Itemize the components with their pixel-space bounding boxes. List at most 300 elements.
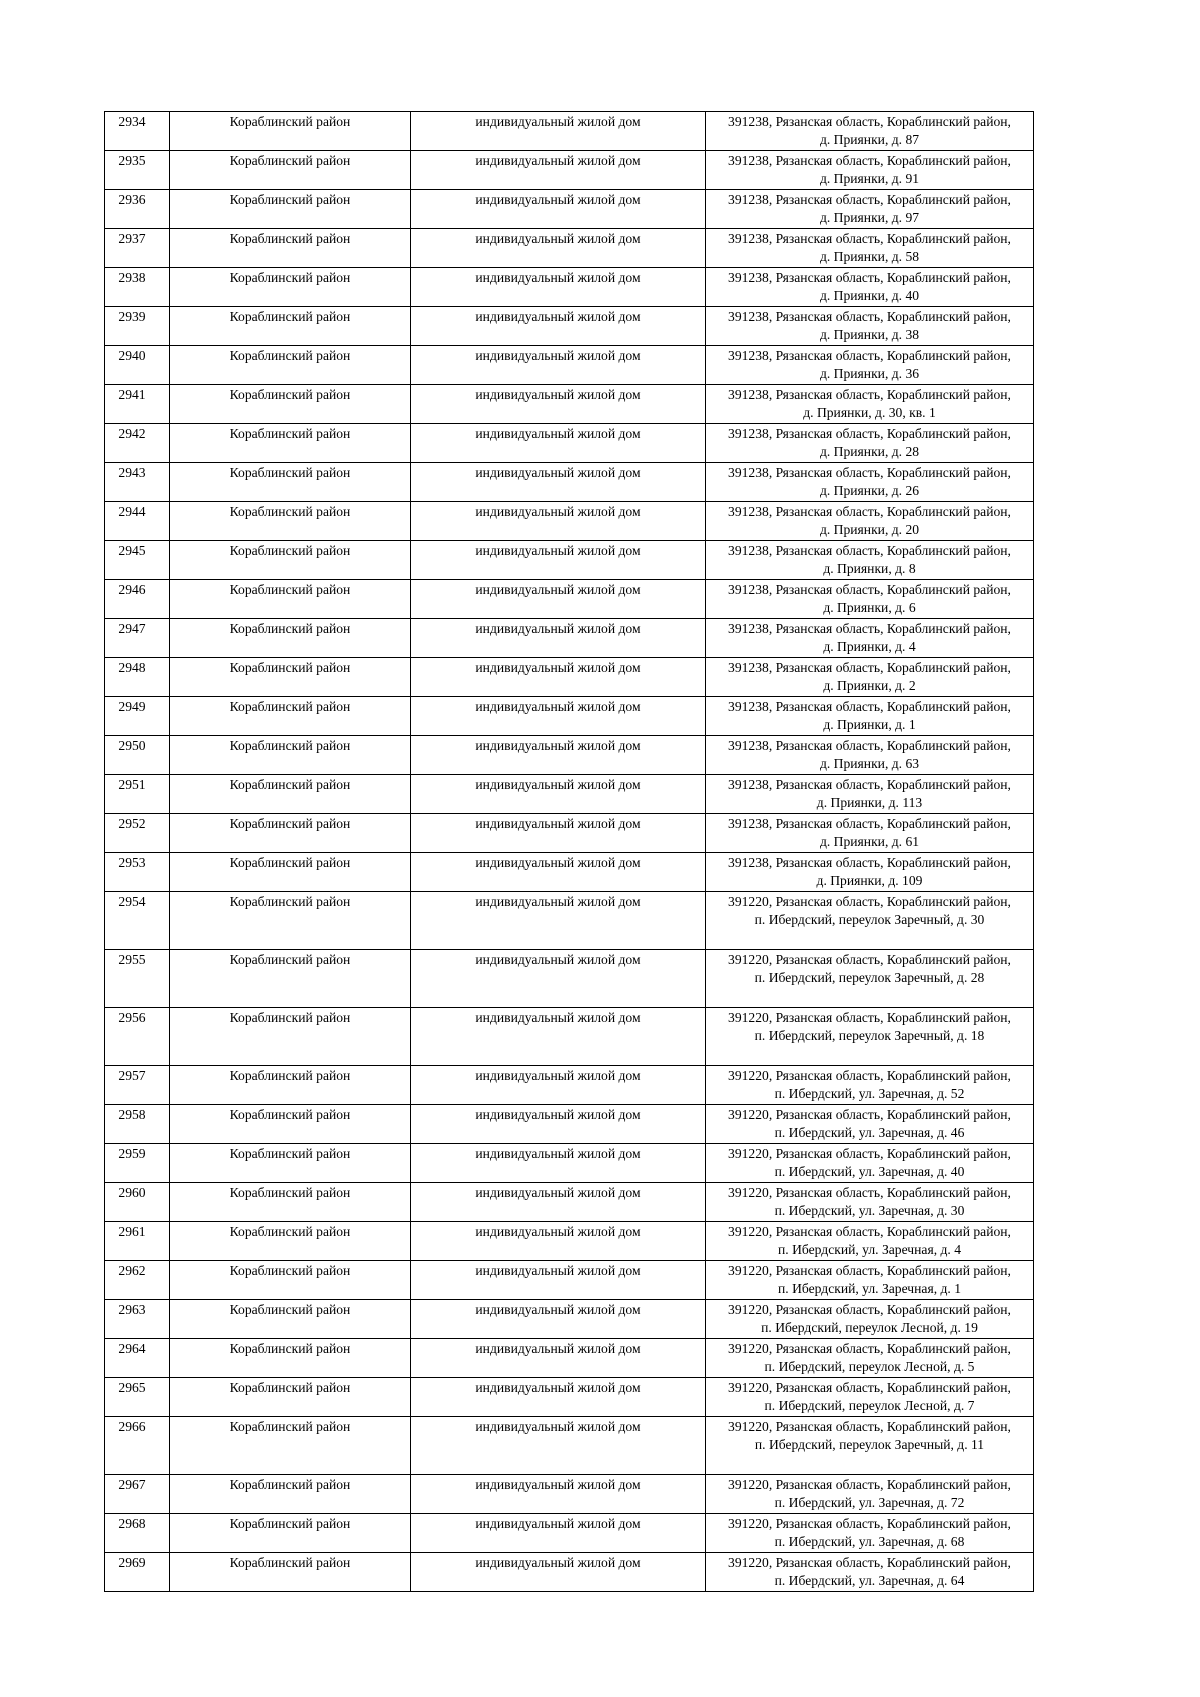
row-number: 2958 bbox=[118, 1107, 146, 1122]
district-cell bbox=[170, 1553, 411, 1592]
row-number: 2946 bbox=[118, 582, 146, 597]
object-type: индивидуальный жилой дом bbox=[475, 1146, 641, 1161]
table-row bbox=[105, 950, 1034, 1008]
object-type-cell bbox=[411, 112, 706, 151]
district-cell bbox=[170, 619, 411, 658]
district-name: Кораблинский район bbox=[229, 1010, 351, 1025]
object-type: индивидуальный жилой дом bbox=[475, 777, 641, 792]
row-number: 2961 bbox=[118, 1224, 146, 1239]
district-cell bbox=[170, 1105, 411, 1144]
row-number-cell bbox=[105, 229, 170, 268]
object-type-cell bbox=[411, 1183, 706, 1222]
address-line-2: д. Приянки, д. 63 bbox=[819, 756, 920, 771]
address-line-1: 391220, Рязанская область, Кораблинский район, bbox=[728, 1185, 1011, 1200]
row-number: 2938 bbox=[118, 270, 146, 285]
row-number-cell bbox=[105, 853, 170, 892]
address-cell bbox=[706, 1261, 1034, 1300]
address-line-1: 391238, Рязанская область, Кораблинский район, bbox=[728, 777, 1011, 792]
address-cell bbox=[706, 346, 1034, 385]
row-number: 2936 bbox=[118, 192, 146, 207]
table-row bbox=[105, 1417, 1034, 1475]
address-line-2: п. Ибердский, переулок Заречный, д. 28 bbox=[754, 970, 985, 985]
district-name: Кораблинский район bbox=[229, 1263, 351, 1278]
address-cell bbox=[706, 463, 1034, 502]
district-cell bbox=[170, 1261, 411, 1300]
district-name: Кораблинский район bbox=[229, 426, 351, 441]
table-row bbox=[105, 1339, 1034, 1378]
table-row bbox=[105, 346, 1034, 385]
object-type-cell bbox=[411, 619, 706, 658]
table-row bbox=[105, 1475, 1034, 1514]
district-name: Кораблинский район bbox=[229, 1380, 351, 1395]
row-number: 2935 bbox=[118, 153, 146, 168]
row-number-cell bbox=[105, 190, 170, 229]
registry-table bbox=[104, 111, 1034, 1592]
address-line-2: д. Приянки, д. 30, кв. 1 bbox=[803, 405, 936, 420]
address-line-1: 391238, Рязанская область, Кораблинский район, bbox=[728, 543, 1011, 558]
address-cell bbox=[706, 697, 1034, 736]
district-cell bbox=[170, 307, 411, 346]
district-cell bbox=[170, 853, 411, 892]
district-name: Кораблинский район bbox=[229, 699, 351, 714]
object-type: индивидуальный жилой дом bbox=[475, 1107, 641, 1122]
district-cell bbox=[170, 424, 411, 463]
object-type: индивидуальный жилой дом bbox=[475, 738, 641, 753]
row-number-cell bbox=[105, 112, 170, 151]
address-line-1: 391238, Рязанская область, Кораблинский район, bbox=[728, 621, 1011, 636]
address-cell bbox=[706, 1378, 1034, 1417]
district-name: Кораблинский район bbox=[229, 660, 351, 675]
object-type: индивидуальный жилой дом bbox=[475, 231, 641, 246]
table-row bbox=[105, 892, 1034, 950]
table-row bbox=[105, 658, 1034, 697]
address-line-1: 391238, Рязанская область, Кораблинский район, bbox=[728, 192, 1011, 207]
district-cell bbox=[170, 697, 411, 736]
row-number-cell bbox=[105, 697, 170, 736]
object-type-cell bbox=[411, 1261, 706, 1300]
district-cell bbox=[170, 814, 411, 853]
object-type-cell bbox=[411, 1105, 706, 1144]
row-number-cell bbox=[105, 307, 170, 346]
address-cell bbox=[706, 385, 1034, 424]
table-row bbox=[105, 619, 1034, 658]
object-type: индивидуальный жилой дом bbox=[475, 387, 641, 402]
district-cell bbox=[170, 950, 411, 1008]
address-cell bbox=[706, 1144, 1034, 1183]
row-number: 2956 bbox=[118, 1010, 146, 1025]
row-number-cell bbox=[105, 1144, 170, 1183]
object-type: индивидуальный жилой дом bbox=[475, 1010, 641, 1025]
district-name: Кораблинский район bbox=[229, 816, 351, 831]
row-number-cell bbox=[105, 268, 170, 307]
address-line-2: п. Ибердский, переулок Заречный, д. 30 bbox=[754, 912, 985, 927]
district-name: Кораблинский район bbox=[229, 582, 351, 597]
object-type: индивидуальный жилой дом bbox=[475, 465, 641, 480]
address-cell bbox=[706, 268, 1034, 307]
object-type: индивидуальный жилой дом bbox=[475, 1380, 641, 1395]
table-row bbox=[105, 1105, 1034, 1144]
address-line-2: д. Приянки, д. 38 bbox=[819, 327, 920, 342]
object-type: индивидуальный жилой дом bbox=[475, 270, 641, 285]
address-line-2: д. Приянки, д. 6 bbox=[823, 600, 916, 615]
object-type-cell bbox=[411, 1222, 706, 1261]
object-type-cell bbox=[411, 502, 706, 541]
address-cell bbox=[706, 1008, 1034, 1066]
row-number: 2945 bbox=[118, 543, 146, 558]
object-type-cell bbox=[411, 950, 706, 1008]
district-name: Кораблинский район bbox=[229, 621, 351, 636]
address-line-1: 391220, Рязанская область, Кораблинский район, bbox=[728, 952, 1011, 967]
address-cell bbox=[706, 775, 1034, 814]
address-line-1: 391238, Рязанская область, Кораблинский район, bbox=[728, 465, 1011, 480]
address-line-2: д. Приянки, д. 4 bbox=[823, 639, 916, 654]
row-number-cell bbox=[105, 1553, 170, 1592]
row-number: 2957 bbox=[118, 1068, 146, 1083]
address-cell bbox=[706, 1105, 1034, 1144]
row-number-cell bbox=[105, 1222, 170, 1261]
table-row bbox=[105, 775, 1034, 814]
object-type: индивидуальный жилой дом bbox=[475, 1341, 641, 1356]
address-line-1: 391220, Рязанская область, Кораблинский район, bbox=[728, 1341, 1011, 1356]
address-line-2: п. Ибердский, переулок Лесной, д. 19 bbox=[761, 1320, 978, 1335]
district-name: Кораблинский район bbox=[229, 1555, 351, 1570]
table-row bbox=[105, 190, 1034, 229]
district-cell bbox=[170, 1417, 411, 1475]
row-number: 2941 bbox=[118, 387, 146, 402]
address-cell bbox=[706, 424, 1034, 463]
address-cell bbox=[706, 112, 1034, 151]
table-row bbox=[105, 736, 1034, 775]
district-cell bbox=[170, 580, 411, 619]
district-name: Кораблинский район bbox=[229, 1302, 351, 1317]
row-number: 2937 bbox=[118, 231, 146, 246]
registry-table-body bbox=[105, 112, 1034, 1592]
district-cell bbox=[170, 385, 411, 424]
table-row bbox=[105, 1514, 1034, 1553]
district-cell bbox=[170, 541, 411, 580]
district-cell bbox=[170, 1222, 411, 1261]
row-number-cell bbox=[105, 1475, 170, 1514]
object-type-cell bbox=[411, 385, 706, 424]
address-line-2: д. Приянки, д. 113 bbox=[816, 795, 923, 810]
district-cell bbox=[170, 346, 411, 385]
address-line-2: д. Приянки, д. 109 bbox=[816, 873, 923, 888]
address-cell bbox=[706, 229, 1034, 268]
address-line-2: п. Ибердский, ул. Заречная, д. 64 bbox=[774, 1573, 965, 1588]
row-number: 2954 bbox=[118, 894, 146, 909]
district-name: Кораблинский район bbox=[229, 894, 351, 909]
row-number-cell bbox=[105, 1378, 170, 1417]
object-type-cell bbox=[411, 1475, 706, 1514]
address-cell bbox=[706, 814, 1034, 853]
object-type-cell bbox=[411, 658, 706, 697]
object-type: индивидуальный жилой дом bbox=[475, 1419, 641, 1434]
district-cell bbox=[170, 1066, 411, 1105]
row-number: 2949 bbox=[118, 699, 146, 714]
object-type: индивидуальный жилой дом bbox=[475, 855, 641, 870]
district-name: Кораблинский район bbox=[229, 777, 351, 792]
row-number: 2967 bbox=[118, 1477, 146, 1492]
district-name: Кораблинский район bbox=[229, 1185, 351, 1200]
row-number: 2940 bbox=[118, 348, 146, 363]
address-cell bbox=[706, 736, 1034, 775]
object-type-cell bbox=[411, 1553, 706, 1592]
address-line-1: 391238, Рязанская область, Кораблинский район, bbox=[728, 855, 1011, 870]
address-line-2: д. Приянки, д. 28 bbox=[819, 444, 920, 459]
district-cell bbox=[170, 1475, 411, 1514]
address-line-2: д. Приянки, д. 87 bbox=[819, 132, 920, 147]
address-cell bbox=[706, 1475, 1034, 1514]
address-line-1: 391238, Рязанская область, Кораблинский район, bbox=[728, 231, 1011, 246]
address-line-1: 391220, Рязанская область, Кораблинский район, bbox=[728, 1107, 1011, 1122]
row-number-cell bbox=[105, 1300, 170, 1339]
district-name: Кораблинский район bbox=[229, 192, 351, 207]
address-line-1: 391238, Рязанская область, Кораблинский район, bbox=[728, 270, 1011, 285]
district-cell bbox=[170, 502, 411, 541]
table-row bbox=[105, 814, 1034, 853]
row-number-cell bbox=[105, 619, 170, 658]
district-name: Кораблинский район bbox=[229, 153, 351, 168]
district-name: Кораблинский район bbox=[229, 1516, 351, 1531]
table-row bbox=[105, 1144, 1034, 1183]
address-line-1: 391238, Рязанская область, Кораблинский район, bbox=[728, 660, 1011, 675]
row-number: 2969 bbox=[118, 1555, 146, 1570]
row-number-cell bbox=[105, 1183, 170, 1222]
district-name: Кораблинский район bbox=[229, 1107, 351, 1122]
object-type-cell bbox=[411, 346, 706, 385]
address-line-1: 391220, Рязанская область, Кораблинский район, bbox=[728, 1224, 1011, 1239]
address-line-2: п. Ибердский, переулок Заречный, д. 18 bbox=[754, 1028, 985, 1043]
object-type-cell bbox=[411, 697, 706, 736]
district-name: Кораблинский район bbox=[229, 738, 351, 753]
table-row bbox=[105, 1261, 1034, 1300]
object-type-cell bbox=[411, 463, 706, 502]
row-number: 2951 bbox=[118, 777, 146, 792]
district-name: Кораблинский район bbox=[229, 952, 351, 967]
address-cell bbox=[706, 1066, 1034, 1105]
district-name: Кораблинский район bbox=[229, 1068, 351, 1083]
district-name: Кораблинский район bbox=[229, 309, 351, 324]
address-cell bbox=[706, 1339, 1034, 1378]
district-cell bbox=[170, 1008, 411, 1066]
table-row bbox=[105, 151, 1034, 190]
table-row bbox=[105, 853, 1034, 892]
object-type-cell bbox=[411, 1008, 706, 1066]
address-line-2: д. Приянки, д. 97 bbox=[819, 210, 920, 225]
row-number: 2960 bbox=[118, 1185, 146, 1200]
district-name: Кораблинский район bbox=[229, 270, 351, 285]
address-line-1: 391238, Рязанская область, Кораблинский район, bbox=[728, 387, 1011, 402]
object-type: индивидуальный жилой дом bbox=[475, 426, 641, 441]
address-line-2: п. Ибердский, ул. Заречная, д. 40 bbox=[774, 1164, 965, 1179]
table-row bbox=[105, 1008, 1034, 1066]
row-number-cell bbox=[105, 580, 170, 619]
address-line-2: п. Ибердский, ул. Заречная, д. 4 bbox=[778, 1242, 961, 1257]
address-line-1: 391238, Рязанская область, Кораблинский район, bbox=[728, 309, 1011, 324]
object-type-cell bbox=[411, 892, 706, 950]
address-line-1: 391220, Рязанская область, Кораблинский район, bbox=[728, 1263, 1011, 1278]
district-cell bbox=[170, 775, 411, 814]
table-row bbox=[105, 1300, 1034, 1339]
table-row bbox=[105, 268, 1034, 307]
object-type-cell bbox=[411, 736, 706, 775]
district-cell bbox=[170, 1378, 411, 1417]
object-type: индивидуальный жилой дом bbox=[475, 309, 641, 324]
address-line-1: 391220, Рязанская область, Кораблинский район, bbox=[728, 1555, 1011, 1570]
object-type: индивидуальный жилой дом bbox=[475, 192, 641, 207]
address-line-2: д. Приянки, д. 2 bbox=[823, 678, 916, 693]
district-cell bbox=[170, 1183, 411, 1222]
object-type-cell bbox=[411, 424, 706, 463]
row-number-cell bbox=[105, 736, 170, 775]
row-number: 2948 bbox=[118, 660, 146, 675]
address-line-2: п. Ибердский, переулок Заречный, д. 11 bbox=[754, 1437, 985, 1452]
table-row bbox=[105, 541, 1034, 580]
table-row bbox=[105, 307, 1034, 346]
address-cell bbox=[706, 190, 1034, 229]
table-row bbox=[105, 385, 1034, 424]
address-line-2: п. Ибердский, ул. Заречная, д. 52 bbox=[774, 1086, 965, 1101]
object-type: индивидуальный жилой дом bbox=[475, 114, 641, 129]
row-number: 2966 bbox=[118, 1419, 146, 1434]
object-type: индивидуальный жилой дом bbox=[475, 1263, 641, 1278]
table-row bbox=[105, 697, 1034, 736]
district-cell bbox=[170, 658, 411, 697]
object-type-cell bbox=[411, 814, 706, 853]
address-cell bbox=[706, 541, 1034, 580]
address-line-2: д. Приянки, д. 40 bbox=[819, 288, 920, 303]
row-number: 2968 bbox=[118, 1516, 146, 1531]
address-line-2: п. Ибердский, переулок Лесной, д. 7 bbox=[764, 1398, 975, 1413]
address-line-2: п. Ибердский, переулок Лесной, д. 5 bbox=[764, 1359, 975, 1374]
object-type-cell bbox=[411, 1514, 706, 1553]
row-number-cell bbox=[105, 658, 170, 697]
row-number-cell bbox=[105, 385, 170, 424]
table-row bbox=[105, 1066, 1034, 1105]
address-line-1: 391238, Рязанская область, Кораблинский район, bbox=[728, 348, 1011, 363]
table-row bbox=[105, 229, 1034, 268]
row-number: 2959 bbox=[118, 1146, 146, 1161]
address-line-1: 391220, Рязанская область, Кораблинский район, bbox=[728, 1146, 1011, 1161]
address-line-1: 391238, Рязанская область, Кораблинский район, bbox=[728, 426, 1011, 441]
address-cell bbox=[706, 1300, 1034, 1339]
address-cell bbox=[706, 1553, 1034, 1592]
row-number-cell bbox=[105, 950, 170, 1008]
object-type-cell bbox=[411, 1066, 706, 1105]
address-cell bbox=[706, 1222, 1034, 1261]
row-number-cell bbox=[105, 1417, 170, 1475]
row-number-cell bbox=[105, 1514, 170, 1553]
row-number-cell bbox=[105, 424, 170, 463]
object-type: индивидуальный жилой дом bbox=[475, 582, 641, 597]
district-name: Кораблинский район bbox=[229, 348, 351, 363]
address-line-1: 391220, Рязанская область, Кораблинский район, bbox=[728, 1516, 1011, 1531]
object-type: индивидуальный жилой дом bbox=[475, 1224, 641, 1239]
row-number-cell bbox=[105, 463, 170, 502]
row-number-cell bbox=[105, 775, 170, 814]
address-cell bbox=[706, 950, 1034, 1008]
object-type-cell bbox=[411, 190, 706, 229]
district-name: Кораблинский район bbox=[229, 1477, 351, 1492]
row-number-cell bbox=[105, 1261, 170, 1300]
address-line-1: 391220, Рязанская область, Кораблинский район, bbox=[728, 1380, 1011, 1395]
address-line-2: д. Приянки, д. 58 bbox=[819, 249, 920, 264]
district-name: Кораблинский район bbox=[229, 855, 351, 870]
district-cell bbox=[170, 1514, 411, 1553]
table-row bbox=[105, 1553, 1034, 1592]
address-cell bbox=[706, 658, 1034, 697]
row-number: 2934 bbox=[118, 114, 146, 129]
address-cell bbox=[706, 619, 1034, 658]
object-type-cell bbox=[411, 1144, 706, 1183]
district-name: Кораблинский район bbox=[229, 1224, 351, 1239]
row-number: 2950 bbox=[118, 738, 146, 753]
district-name: Кораблинский район bbox=[229, 1341, 351, 1356]
object-type-cell bbox=[411, 853, 706, 892]
address-line-2: п. Ибердский, ул. Заречная, д. 72 bbox=[774, 1495, 965, 1510]
district-name: Кораблинский район bbox=[229, 543, 351, 558]
row-number-cell bbox=[105, 502, 170, 541]
object-type: индивидуальный жилой дом bbox=[475, 1477, 641, 1492]
row-number: 2943 bbox=[118, 465, 146, 480]
object-type: индивидуальный жилой дом bbox=[475, 1068, 641, 1083]
district-cell bbox=[170, 463, 411, 502]
object-type-cell bbox=[411, 307, 706, 346]
row-number-cell bbox=[105, 1008, 170, 1066]
address-line-1: 391220, Рязанская область, Кораблинский район, bbox=[728, 1068, 1011, 1083]
row-number-cell bbox=[105, 1339, 170, 1378]
object-type: индивидуальный жилой дом bbox=[475, 1555, 641, 1570]
row-number-cell bbox=[105, 1066, 170, 1105]
district-name: Кораблинский район bbox=[229, 387, 351, 402]
row-number: 2964 bbox=[118, 1341, 146, 1356]
table-row bbox=[105, 424, 1034, 463]
object-type-cell bbox=[411, 580, 706, 619]
district-name: Кораблинский район bbox=[229, 231, 351, 246]
object-type: индивидуальный жилой дом bbox=[475, 952, 641, 967]
address-cell bbox=[706, 892, 1034, 950]
address-cell bbox=[706, 1417, 1034, 1475]
district-cell bbox=[170, 112, 411, 151]
address-line-2: д. Приянки, д. 36 bbox=[819, 366, 920, 381]
object-type: индивидуальный жилой дом bbox=[475, 153, 641, 168]
address-line-2: д. Приянки, д. 8 bbox=[823, 561, 916, 576]
address-line-2: п. Ибердский, ул. Заречная, д. 1 bbox=[778, 1281, 961, 1296]
address-cell bbox=[706, 151, 1034, 190]
address-line-1: 391238, Рязанская область, Кораблинский район, bbox=[728, 114, 1011, 129]
row-number: 2953 bbox=[118, 855, 146, 870]
address-cell bbox=[706, 1514, 1034, 1553]
object-type: индивидуальный жилой дом bbox=[475, 504, 641, 519]
district-cell bbox=[170, 190, 411, 229]
object-type: индивидуальный жилой дом bbox=[475, 1185, 641, 1200]
table-row bbox=[105, 463, 1034, 502]
object-type: индивидуальный жилой дом bbox=[475, 543, 641, 558]
district-cell bbox=[170, 268, 411, 307]
address-line-2: д. Приянки, д. 1 bbox=[823, 717, 916, 732]
district-cell bbox=[170, 1300, 411, 1339]
address-line-1: 391238, Рязанская область, Кораблинский район, bbox=[728, 504, 1011, 519]
object-type-cell bbox=[411, 1378, 706, 1417]
address-cell bbox=[706, 580, 1034, 619]
table-row bbox=[105, 1183, 1034, 1222]
row-number: 2962 bbox=[118, 1263, 146, 1278]
row-number: 2955 bbox=[118, 952, 146, 967]
district-name: Кораблинский район bbox=[229, 1419, 351, 1434]
object-type: индивидуальный жилой дом bbox=[475, 621, 641, 636]
address-line-2: д. Приянки, д. 91 bbox=[819, 171, 920, 186]
table-row bbox=[105, 1222, 1034, 1261]
